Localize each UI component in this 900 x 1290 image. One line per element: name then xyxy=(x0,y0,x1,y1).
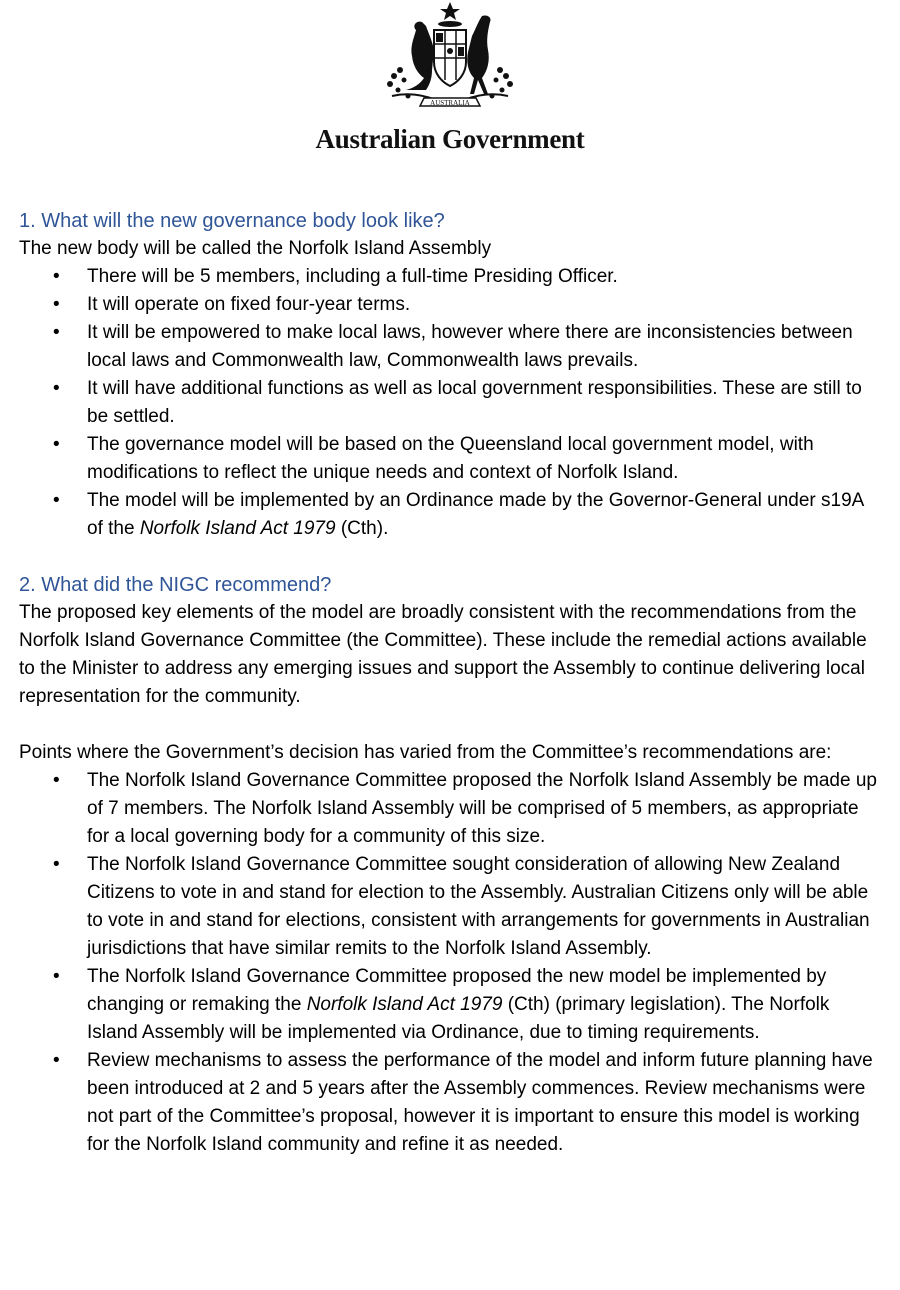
act-title: Norfolk Island Act 1979 xyxy=(306,994,503,1015)
list-item: • There will be 5 members, including a full-time Presiding Officer. xyxy=(19,263,881,291)
list-item: • The Norfolk Island Governance Committee sought consideration of allowing New Zealand Citizens to vote in and stand for election to the Assembly. Australian Citizens only will be able to vote in and stand for elections, consistent with arrangements for governments in Australian jurisdictions that have similar remits to the Norfolk Island Assembly. xyxy=(19,851,881,963)
text-run: (Cth). xyxy=(335,518,389,539)
list-item: • It will be empowered to make local laws, however where there are inconsistencies between local laws and Commonwealth law, Commonwealth laws prevails. xyxy=(19,319,881,375)
section-1-list xyxy=(19,263,881,543)
list-item xyxy=(19,963,881,1047)
list-item: • The Norfolk Island Governance Committee proposed the Norfolk Island Assembly be made up of 7 members. The Norfolk Island Assembly will be comprised of 5 members, as appropriate for a local governing body for a community of this size. xyxy=(19,767,881,851)
spacer xyxy=(19,711,881,739)
text-run: The model will be implemented by an Ordinance made by the Governor-General under s19A of the xyxy=(87,490,864,539)
section-2-heading: 2. What did the NIGC recommend? xyxy=(19,574,332,596)
list-item: • It will have additional functions as well as local government responsibilities. These are still to be settled. xyxy=(19,375,881,431)
section-1-heading: 1. What will the new governance body look like? xyxy=(19,210,445,232)
section-2-list xyxy=(19,767,881,1159)
list-item: • Review mechanisms to assess the performance of the model and inform future planning have been introduced at 2 and 5 years after the Assembly commences. Review mechanisms were not part of the Committee’s proposal, however it is important to ensure this model is working for the Norfolk Island community and refine it as needed. xyxy=(19,1047,881,1159)
list-item: • It will operate on fixed four-year terms. xyxy=(19,291,881,319)
svg-text:AUSTRALIA: AUSTRALIA xyxy=(430,99,470,107)
page-header xyxy=(0,0,900,170)
document-body xyxy=(19,207,881,1159)
section-1-intro: The new body will be called the Norfolk Island Assembly xyxy=(19,238,492,259)
text-run: The Norfolk Island Governance Committee proposed the new model be implemented by changing or remaking the xyxy=(87,966,827,1015)
spacer xyxy=(19,543,881,571)
list-item: • The governance model will be based on the Queensland local government model, with modifications to reflect the unique needs and context of Norfolk Island. xyxy=(19,431,881,487)
text-run: (Cth) (primary legislation). The Norfolk Island Assembly will be implemented via Ordinance, due to timing requirements. xyxy=(87,994,830,1043)
section-2-paragraph-2: Points where the Government’s decision has varied from the Committee’s recommendations are: xyxy=(19,742,832,763)
coat-of-arms-logo xyxy=(370,0,530,118)
section-2-paragraph-1: The proposed key elements of the model are broadly consistent with the recommendations from the Norfolk Island Governance Committee (the Committee). These include the remedial actions available to the Minister to address any emerging issues and support the Assembly to continue delivering local representation for the community. xyxy=(19,602,867,707)
list-item xyxy=(19,487,881,543)
government-title: Australian Government xyxy=(315,124,585,154)
act-title: Norfolk Island Act 1979 xyxy=(139,518,336,539)
